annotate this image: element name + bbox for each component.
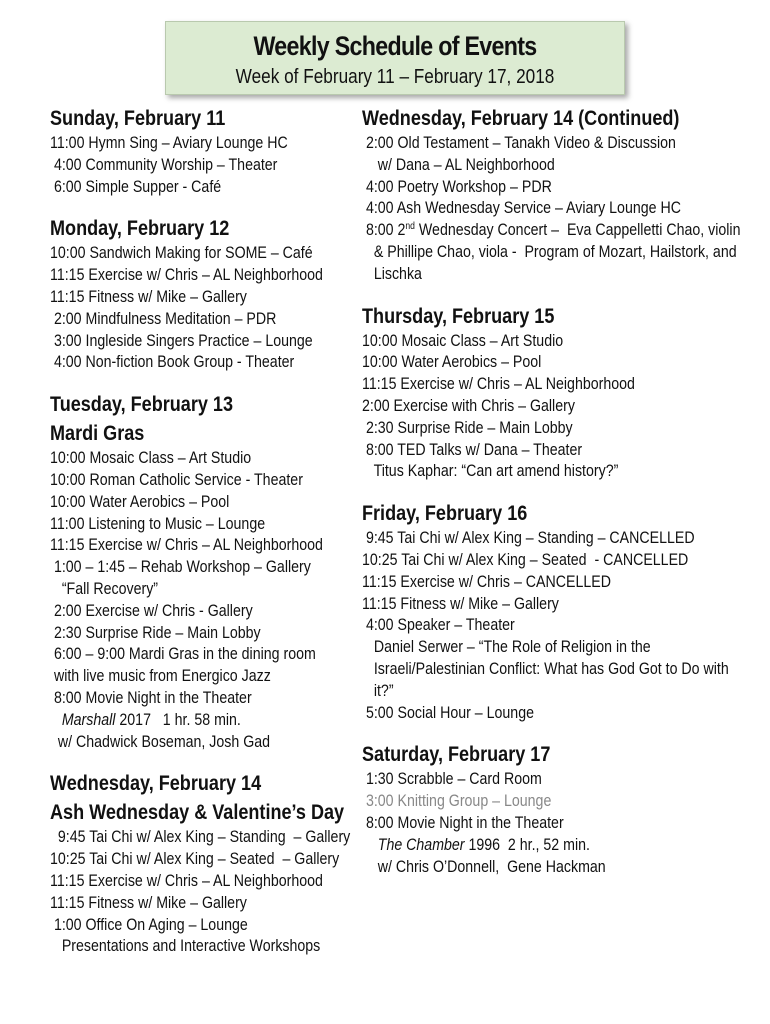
event-text: 10:00 Mosaic Class – Art Studio (50, 449, 252, 468)
day-section (362, 499, 762, 724)
event-text: 5:00 Social Hour – Lounge (362, 703, 534, 722)
event-line (50, 688, 317, 710)
event-text: 11:15 Exercise w/ Chris – AL Neighborhood (50, 536, 323, 555)
event-text: 3:00 Knitting Group – Lounge (362, 792, 552, 811)
event-text: 11:15 Fitness w/ Mike – Gallery (50, 287, 247, 306)
event-line (362, 769, 706, 791)
schedule-header (165, 21, 625, 95)
event-line (362, 659, 729, 681)
day-subheading: Ash Wednesday & Valentine’s Day (50, 801, 345, 825)
event-text: w/ Dana – AL Neighborhood (362, 155, 555, 174)
event-text: 11:15 Exercise w/ Chris – AL Neighborhood (362, 375, 635, 394)
event-text: 10:00 Water Aerobics – Pool (50, 492, 230, 511)
event-line (362, 264, 706, 286)
event-text: 2017 1 hr. 58 min. (115, 710, 241, 729)
event-text: 10:00 Water Aerobics – Pool (362, 353, 542, 372)
event-line (50, 710, 317, 732)
event-line (50, 287, 317, 309)
event-line (362, 177, 706, 199)
day-heading: Friday, February 16 (362, 502, 528, 526)
event-text: 4:00 Community Worship – Theater (50, 155, 278, 174)
event-line (362, 572, 706, 594)
event-line (362, 615, 706, 637)
event-line (50, 514, 317, 536)
event-line (50, 535, 323, 557)
day-section (50, 390, 360, 753)
event-text: 6:00 Simple Supper - Café (50, 177, 222, 196)
event-line (50, 579, 317, 601)
event-text: 1:00 Office On Aging – Lounge (50, 915, 248, 934)
event-line (50, 177, 317, 199)
event-text: 10:25 Tai Chi w/ Alex King – Seated - CANCELLED (362, 550, 689, 569)
event-text: 3:00 Ingleside Singers Practice – Lounge (50, 331, 313, 350)
day-section (50, 214, 360, 374)
event-text: 4:00 Speaker – Theater (362, 616, 515, 635)
event-line (50, 470, 317, 492)
event-line (362, 418, 706, 440)
event-line (362, 374, 706, 396)
event-text: Lischka (362, 264, 422, 283)
event-text: 8:00 2 (362, 221, 406, 240)
event-text: 2:00 Mindfulness Meditation – PDR (50, 309, 277, 328)
event-text: 4:00 Poetry Workshop – PDR (362, 177, 552, 196)
event-line (362, 352, 706, 374)
day-heading: Sunday, February 11 (50, 107, 226, 130)
event-line (362, 594, 706, 616)
event-line (50, 309, 317, 331)
event-text: w/ Chadwick Boseman, Josh Gad (50, 732, 271, 751)
event-text: 11:15 Exercise w/ Chris – AL Neighborhood (50, 871, 323, 890)
event-text: 11:15 Fitness w/ Mike – Gallery (362, 594, 559, 613)
day-heading: Wednesday, February 14 (Continued) (362, 107, 680, 130)
day-section (362, 740, 762, 878)
event-line (50, 827, 351, 849)
event-text: 11:00 Listening to Music – Lounge (50, 514, 266, 533)
event-title-italic: The Chamber (362, 835, 465, 854)
event-text: 8:00 Movie Night in the Theater (50, 688, 252, 707)
event-line (50, 849, 340, 871)
event-line (50, 601, 317, 623)
event-line (50, 644, 317, 666)
event-text: 1996 2 hr., 52 min. (464, 835, 590, 854)
event-line (362, 550, 706, 572)
event-text: 2:30 Surprise Ride – Main Lobby (362, 418, 573, 437)
day-heading: Saturday, February 17 (362, 743, 551, 767)
event-line (362, 133, 706, 155)
event-line (362, 835, 706, 857)
event-line (362, 198, 706, 220)
day-heading: Wednesday, February 14 (50, 772, 262, 796)
day-heading: Thursday, February 15 (362, 304, 555, 328)
event-text: “Fall Recovery” (50, 579, 159, 598)
event-line (362, 703, 706, 725)
day-section (362, 302, 762, 484)
event-text: 11:15 Exercise w/ Chris – CANCELLED (362, 572, 611, 591)
event-line (50, 936, 321, 958)
event-line (50, 623, 317, 645)
event-line (50, 133, 317, 155)
event-text: 10:00 Roman Catholic Service - Theater (50, 470, 303, 489)
event-line (50, 915, 317, 937)
event-line (50, 492, 317, 514)
event-line (362, 528, 706, 550)
event-text: 1:00 – 1:45 – Rehab Workshop – Gallery (50, 558, 311, 577)
right-column (362, 104, 762, 894)
event-line (50, 352, 317, 374)
event-text: 9:45 Tai Chi w/ Alex King – Standing – CANCELLED (362, 529, 695, 548)
event-text: 11:00 Hymn Sing – Aviary Lounge HC (50, 134, 288, 152)
event-line (50, 331, 317, 353)
event-text: 2:00 Old Testament – Tanakh Video & Discussion (362, 134, 676, 152)
day-section (362, 104, 762, 286)
event-text-cont: Wednesday Concert – Eva Cappelletti Chao, violin (414, 221, 741, 240)
event-text: 8:00 TED Talks w/ Dana – Theater (362, 440, 583, 459)
event-text: 6:00 – 9:00 Mardi Gras in the dining room (50, 645, 316, 664)
event-text: 11:15 Fitness w/ Mike – Gallery (50, 893, 247, 912)
event-line (50, 155, 317, 177)
event-text: 2:30 Surprise Ride – Main Lobby (50, 623, 261, 642)
event-text: & Phillipe Chao, viola - Program of Mozart, Hailstork, and (362, 242, 737, 261)
event-text: 9:45 Tai Chi w/ Alex King – Standing – Gallery (50, 828, 351, 847)
event-line (362, 331, 706, 353)
event-line (362, 857, 706, 879)
day-section (50, 769, 360, 958)
event-line (50, 448, 317, 470)
event-text: 4:00 Ash Wednesday Service – Aviary Lounge HC (362, 199, 681, 218)
event-text: 11:15 Exercise w/ Chris – AL Neighborhood (50, 266, 323, 285)
event-text: Daniel Serwer – “The Role of Religion in the (362, 638, 651, 657)
event-text: 1:30 Scrabble – Card Room (362, 770, 542, 789)
event-line (362, 681, 706, 703)
event-line (50, 243, 317, 265)
event-line (362, 813, 706, 835)
event-line (362, 155, 706, 177)
event-text: it?” (362, 681, 394, 700)
event-line (362, 637, 706, 659)
event-text: 10:00 Mosaic Class – Art Studio (362, 331, 564, 350)
event-line (362, 791, 706, 813)
event-title-italic: Marshall (50, 710, 116, 729)
page-title: Weekly Schedule of Events (253, 31, 537, 61)
event-text: Israeli/Palestinian Conflict: What has God Got to Do with (362, 659, 729, 678)
event-line (362, 220, 741, 242)
event-text: 2:00 Exercise w/ Chris - Gallery (50, 601, 253, 620)
event-text: with live music from Energico Jazz (50, 667, 271, 686)
event-text: w/ Chris O’Donnell, Gene Hackman (362, 857, 606, 876)
day-heading: Monday, February 12 (50, 217, 230, 241)
event-line (50, 871, 323, 893)
day-section (50, 104, 360, 198)
event-line (362, 242, 737, 264)
event-text: 10:00 Sandwich Making for SOME – Café (50, 244, 313, 263)
event-text: Presentations and Interactive Workshops (50, 937, 321, 956)
day-subheading: Mardi Gras (50, 422, 145, 446)
event-text: 10:25 Tai Chi w/ Alex King – Seated – Gallery (50, 850, 340, 869)
ordinal-suffix: nd (405, 221, 415, 233)
event-line (50, 557, 317, 579)
event-line (50, 666, 317, 688)
event-line (362, 396, 706, 418)
event-text: Titus Kaphar: “Can art amend history?” (362, 462, 619, 481)
event-line (362, 461, 706, 483)
day-heading: Tuesday, February 13 (50, 393, 234, 417)
event-line (50, 265, 323, 287)
event-text: 8:00 Movie Night in the Theater (362, 813, 564, 832)
left-column (50, 104, 360, 974)
event-line (362, 440, 706, 462)
event-text: 4:00 Non-fiction Book Group - Theater (50, 353, 295, 372)
event-line (50, 893, 317, 915)
event-line (50, 732, 317, 754)
week-range: Week of February 11 – February 17, 2018 (235, 66, 555, 88)
event-text: 2:00 Exercise with Chris – Gallery (362, 396, 575, 415)
